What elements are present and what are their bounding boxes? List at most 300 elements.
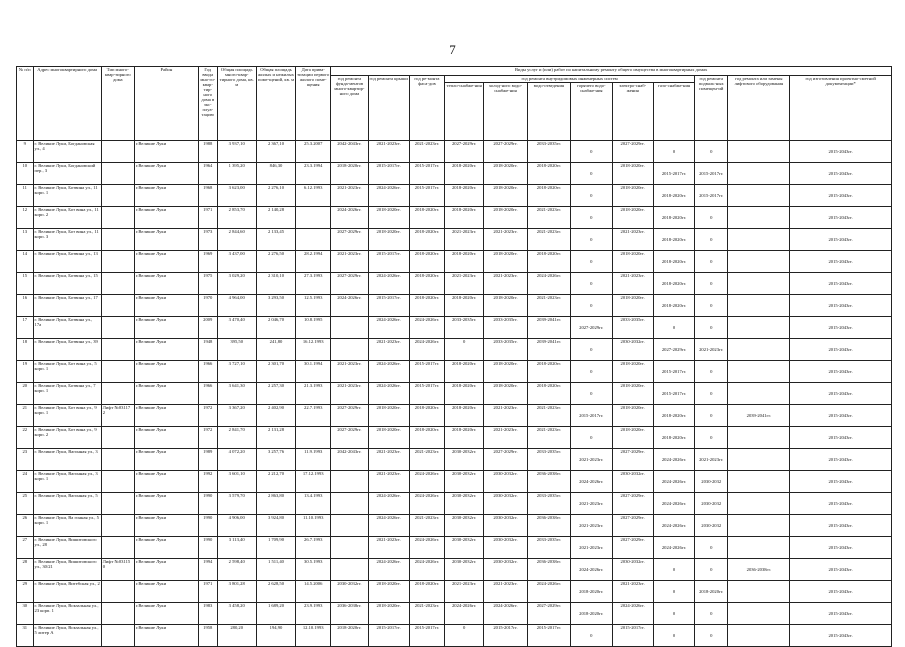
hot-water-year: 0 xyxy=(571,339,612,361)
col-area-living-header: Общая площадь жилых и нежилых поме-щений, кв. м xyxy=(256,67,295,141)
year-built: 1972 xyxy=(198,405,217,427)
house-type xyxy=(101,361,134,383)
district: г.Великие Луки xyxy=(134,295,198,317)
sewer-year: 2018-2020гг. xyxy=(527,361,570,383)
district: г.Великие Луки xyxy=(134,383,198,405)
year-built: 1971 xyxy=(198,207,217,229)
sewer-year: 2024-2026гг. xyxy=(527,581,570,603)
table-row xyxy=(17,361,892,383)
facade-year: 2021-2023гг. xyxy=(409,141,444,163)
col-foundation-header: год ремонта фунда-ментов много-квартир-ного дома xyxy=(331,76,368,141)
row-number: 19 xyxy=(17,361,34,383)
address: г. Великие Луки, Ботвина ул., 11 корп. 1 xyxy=(33,185,101,207)
basement-year: 2030-2032 xyxy=(695,471,728,493)
sewer-year: 2018-2020гг. xyxy=(527,251,570,273)
area-living: 2 367,10 xyxy=(256,141,295,163)
address: г. Великие Луки, Бот вина ул., 11 корп. 3 xyxy=(33,229,101,251)
area-living: 2 628,50 xyxy=(256,581,295,603)
docs-year: 2015-2043гг. xyxy=(790,449,892,471)
docs-year: 2015-2043гг. xyxy=(790,295,892,317)
sewer-year: 2033-2035гг. xyxy=(527,449,570,471)
year-built: 1973 xyxy=(198,229,217,251)
sewer-year: 2036-2038гг. xyxy=(527,515,570,537)
privatization-date: 13.4.1993 xyxy=(296,493,331,515)
table-row xyxy=(17,339,892,361)
basement-year: 0 xyxy=(695,625,728,647)
area-living: 2 276,50 xyxy=(256,251,295,273)
gas-year: 2015-2017гг. xyxy=(653,361,694,383)
house-type xyxy=(101,449,134,471)
heat-year: 2030-2032гг. xyxy=(445,449,484,471)
year-built: 1971 xyxy=(198,581,217,603)
sewer-year: 2039-2041гг. xyxy=(527,317,570,339)
year-built: 1990 xyxy=(198,515,217,537)
house-type xyxy=(101,163,134,185)
district: г.Великие Луки xyxy=(134,625,198,647)
table-row xyxy=(17,273,892,295)
hot-water-year: 0 xyxy=(571,185,612,207)
docs-year: 2015-2043гг. xyxy=(790,317,892,339)
row-number: 16 xyxy=(17,295,34,317)
roof-year: 2015-2017гг. xyxy=(368,295,409,317)
privatization-date: 26.7.1993 xyxy=(296,537,331,559)
docs-year: 2015-2043гг. xyxy=(790,625,892,647)
cold-water-year: 2021-2023гг. xyxy=(484,273,527,295)
address: г. Великие Луки, Вагонная ул., 5 xyxy=(33,493,101,515)
docs-year: 2015-2043гг. xyxy=(790,493,892,515)
docs-year: 2015-2043гг. xyxy=(790,515,892,537)
district: г.Великие Луки xyxy=(134,537,198,559)
privatization-date: 28.2.1994 xyxy=(296,251,331,273)
col-docs-header: год изготовления проектно-сметной документации* xyxy=(790,76,892,141)
house-type xyxy=(101,185,134,207)
district: г.Великие Луки xyxy=(134,581,198,603)
facade-year: 2021-2023гг. xyxy=(409,603,444,625)
sewer-year: 2033-2035гг. xyxy=(527,141,570,163)
basement-year: 0 xyxy=(695,603,728,625)
area-living: 2 863,80 xyxy=(256,493,295,515)
capital-repair-table xyxy=(16,66,892,647)
facade-year: 2018-2020гг. xyxy=(409,229,444,251)
elevator-year xyxy=(728,537,790,559)
elevator-year xyxy=(728,185,790,207)
area-total: 3 937,10 xyxy=(217,141,256,163)
area-living: 241,80 xyxy=(256,339,295,361)
area-living: 2 257,30 xyxy=(256,383,295,405)
address: г. Великие Луки, Ботвина ул., 39 xyxy=(33,339,101,361)
heat-year: 2018-2020гг. xyxy=(445,251,484,273)
roof-year: 2024-2026гг. xyxy=(368,185,409,207)
cold-water-year: 2018-2020гг. xyxy=(484,185,527,207)
sewer-year: 2027-2029гг. xyxy=(527,603,570,625)
col-year-header: Год ввода мно-го-квар-тир-ного дома в экс-плуа-тацию xyxy=(198,67,217,141)
house-type: Лифт №03117 2 xyxy=(101,405,134,427)
gas-year: 0 xyxy=(653,581,694,603)
district: г.Великие Луки xyxy=(134,493,198,515)
house-type: Лифт №03115 0 xyxy=(101,559,134,581)
elevator-year xyxy=(728,141,790,163)
address: г. Великие Луки, Ботвина ул., 17а xyxy=(33,317,101,339)
address: г. Великие Луки, Ботвина ул., 15 xyxy=(33,273,101,295)
heat-year: 2030-2032гг. xyxy=(445,559,484,581)
gas-year: 0 xyxy=(653,317,694,339)
row-number: 9 xyxy=(17,141,34,163)
docs-year: 2015-2043гг. xyxy=(790,405,892,427)
basement-year: 0 xyxy=(695,383,728,405)
heat-year: 0 xyxy=(445,625,484,647)
cold-water-year: 2018-2020гг. xyxy=(484,207,527,229)
elevator-year xyxy=(728,273,790,295)
district: г.Великие Луки xyxy=(134,405,198,427)
page-number: 7 xyxy=(449,42,456,57)
sewer-year: 2033-2035гг. xyxy=(527,537,570,559)
table-row xyxy=(17,493,892,515)
docs-year: 2015-2043гг. xyxy=(790,339,892,361)
sewer-year: 2021-2023гг. xyxy=(527,295,570,317)
sewer-year: 2036-2038гг. xyxy=(527,471,570,493)
house-type xyxy=(101,273,134,295)
roof-year: 2024-2026гг. xyxy=(368,515,409,537)
privatization-date xyxy=(296,207,331,229)
col-heat-header: тепло-снабже-ния xyxy=(445,83,484,141)
hot-water-year: 2021-2023гг. xyxy=(571,449,612,471)
electric-year: 2018-2020гг. xyxy=(612,185,653,207)
address: г. Великие Луки, Вишитовского ул., 30/21 xyxy=(33,559,101,581)
foundation-year xyxy=(331,559,368,581)
area-total: 3 029,20 xyxy=(217,273,256,295)
basement-year: 2030-2032 xyxy=(695,493,728,515)
electric-year: 2030-2032гг. xyxy=(612,339,653,361)
year-built: 1970 xyxy=(198,295,217,317)
table-row xyxy=(17,515,892,537)
year-built: 1948 xyxy=(198,339,217,361)
gas-year: 2024-2026гг. xyxy=(653,515,694,537)
heat-year: 2021-2023гг. xyxy=(445,229,484,251)
gas-year: 2027-2029гг. xyxy=(653,339,694,361)
district: г.Великие Луки xyxy=(134,603,198,625)
electric-year: 2033-2035гг. xyxy=(612,317,653,339)
basement-year: 0 xyxy=(695,405,728,427)
cold-water-year: 2027-2029гг. xyxy=(484,449,527,471)
year-built: 1988 xyxy=(198,141,217,163)
table-row xyxy=(17,141,892,163)
cold-water-year: 2033-2035гг. xyxy=(484,339,527,361)
address: г. Великие Луки, Ва гонная ул., 5 корп. 1 xyxy=(33,515,101,537)
year-built: 1968 xyxy=(198,185,217,207)
roof-year: 2024-2026гг. xyxy=(368,317,409,339)
hot-water-year: 2015-2017гг. xyxy=(571,405,612,427)
district: г.Великие Луки xyxy=(134,361,198,383)
col-address-header: Адрес многоквартирного дома xyxy=(33,67,101,141)
gas-year: 2015-2017гг. xyxy=(653,163,694,185)
area-total: 3 623,00 xyxy=(217,185,256,207)
heat-year: 2018-2020гг. xyxy=(445,383,484,405)
gas-year: 2024-2026гг. xyxy=(653,449,694,471)
area-total: 1 395,20 xyxy=(217,163,256,185)
cold-water-year: 2018-2020гг. xyxy=(484,295,527,317)
cold-water-year: 2018-2020гг. xyxy=(484,163,527,185)
house-type xyxy=(101,207,134,229)
foundation-year: 2027-2029гг. xyxy=(331,405,368,427)
sewer-year: 2018-2020гг. xyxy=(527,185,570,207)
foundation-year: 2027-2029гг. xyxy=(331,229,368,251)
district: г.Великие Луки xyxy=(134,141,198,163)
row-number: 24 xyxy=(17,471,34,493)
address: г. Великие Луки, Бот вина ул., 11 корп. 2 xyxy=(33,207,101,229)
heat-year: 2018-2020гг. xyxy=(445,163,484,185)
hot-water-year: 0 xyxy=(571,251,612,273)
electric-year: 2021-2023гг. xyxy=(612,273,653,295)
year-built: 2009 xyxy=(198,317,217,339)
privatization-date: 12.5.1993 xyxy=(296,295,331,317)
gas-year: 2024-2026гг. xyxy=(653,493,694,515)
district: г.Великие Луки xyxy=(134,229,198,251)
address: г. Великие Луки, Бот вина ул., 9 корп. 1 xyxy=(33,405,101,427)
basement-year: 2015-2017гг. xyxy=(695,163,728,185)
foundation-year xyxy=(331,537,368,559)
area-living: 1 689,20 xyxy=(256,603,295,625)
year-built: 1964 xyxy=(198,163,217,185)
privatization-date: 6.12.1993 xyxy=(296,185,331,207)
row-number: 11 xyxy=(17,185,34,207)
docs-year: 2015-2043гг. xyxy=(790,559,892,581)
elevator-year xyxy=(728,493,790,515)
col-no-header: № п/п xyxy=(17,67,34,141)
docs-year: 2015-2043гг. xyxy=(790,603,892,625)
roof-year: 2021-2023гг. xyxy=(368,471,409,493)
roof-year: 2018-2020гг. xyxy=(368,229,409,251)
row-number: 20 xyxy=(17,383,34,405)
hot-water-year: 2021-2023гг. xyxy=(571,493,612,515)
district: г.Великие Луки xyxy=(134,207,198,229)
elevator-year xyxy=(728,515,790,537)
gas-year: 2018-2020гг. xyxy=(653,207,694,229)
cold-water-year: 2015-2017гг. xyxy=(484,625,527,647)
roof-year: 2018-2020гг. xyxy=(368,405,409,427)
district: г.Великие Луки xyxy=(134,471,198,493)
house-type xyxy=(101,295,134,317)
facade-year: 2024-2026гг. xyxy=(409,471,444,493)
house-type xyxy=(101,603,134,625)
house-type xyxy=(101,339,134,361)
hot-water-year: 2027-2029гг. xyxy=(571,317,612,339)
basement-year: 0 xyxy=(695,141,728,163)
area-living: 1 511,40 xyxy=(256,559,295,581)
cold-water-year: 2018-2020гг. xyxy=(484,383,527,405)
table-row xyxy=(17,449,892,471)
roof-year: 2024-2026гг. xyxy=(368,361,409,383)
address: г. Великие Луки, Витебская ул., 2 xyxy=(33,581,101,603)
row-number: 28 xyxy=(17,559,34,581)
col-type-header: Тип много-квар-тирного дома xyxy=(101,67,134,141)
basement-year: 2015-2017гг. xyxy=(695,185,728,207)
col-roof-header: год ремонта крыши xyxy=(368,76,409,141)
row-number: 29 xyxy=(17,581,34,603)
elevator-year: 2036-2038гг. xyxy=(728,559,790,581)
hot-water-year: 0 xyxy=(571,207,612,229)
address: г. Великие Луки, Бот вина ул., 9 корп. 2 xyxy=(33,427,101,449)
cold-water-year: 2018-2020гг. xyxy=(484,251,527,273)
facade-year: 2018-2020гг. xyxy=(409,581,444,603)
area-total: 2 844,60 xyxy=(217,229,256,251)
area-living: 194,90 xyxy=(256,625,295,647)
electric-year: 2030-2032гг. xyxy=(612,559,653,581)
area-living: 2 276,10 xyxy=(256,185,295,207)
roof-year: 2018-2020гг. xyxy=(368,603,409,625)
area-total: 4 906,00 xyxy=(217,515,256,537)
basement-year: 0 xyxy=(695,207,728,229)
electric-year: 2027-2029гг. xyxy=(612,449,653,471)
area-total: 3 601,10 xyxy=(217,471,256,493)
year-built: 1975 xyxy=(198,273,217,295)
hot-water-year: 0 xyxy=(571,141,612,163)
electric-year: 2021-2023гг. xyxy=(612,581,653,603)
privatization-date: 23.3.1994 xyxy=(296,163,331,185)
foundation-year: 2042-2043гг. xyxy=(331,141,368,163)
area-total: 4 964,00 xyxy=(217,295,256,317)
roof-year: 2021-2023гг. xyxy=(368,449,409,471)
heat-year: 2030-2032гг. xyxy=(445,493,484,515)
area-total: 2 598,40 xyxy=(217,559,256,581)
basement-year: 0 xyxy=(695,273,728,295)
district: г.Великие Луки xyxy=(134,185,198,207)
house-type xyxy=(101,581,134,603)
row-number: 21 xyxy=(17,405,34,427)
cold-water-year: 2033-2035гг. xyxy=(484,317,527,339)
foundation-year: 2021-2023гг. xyxy=(331,383,368,405)
facade-year: 2024-2026гг. xyxy=(409,559,444,581)
gas-year: 2018-2020гг. xyxy=(653,251,694,273)
address: г. Великие Луки, Вишитовского ул., 28 xyxy=(33,537,101,559)
area-total: 395,50 xyxy=(217,339,256,361)
year-built: 1994 xyxy=(198,559,217,581)
row-number: 27 xyxy=(17,537,34,559)
address: г. Великие Луки, Богдановская ул., 4 xyxy=(33,141,101,163)
area-living: 2 402,90 xyxy=(256,405,295,427)
docs-year: 2015-2043гг. xyxy=(790,207,892,229)
basement-year: 0 xyxy=(695,317,728,339)
facade-year: 2015-2017гг. xyxy=(409,163,444,185)
privatization-date: 30.1.1994 xyxy=(296,361,331,383)
facade-year: 2015-2017гг. xyxy=(409,625,444,647)
year-built: 1983 xyxy=(198,603,217,625)
basement-year: 0 xyxy=(695,295,728,317)
docs-year: 2015-2043гг. xyxy=(790,581,892,603)
facade-year: 2024-2026гг. xyxy=(409,317,444,339)
col-hot-header: горячего водо-снабже-ния xyxy=(571,83,612,141)
district: г.Великие Луки xyxy=(134,515,198,537)
hot-water-year: 2018-2020гг. xyxy=(571,603,612,625)
area-total: 2 853,70 xyxy=(217,207,256,229)
gas-year: 2024-2026гг. xyxy=(653,471,694,493)
hot-water-year: 0 xyxy=(571,295,612,317)
gas-year: 2018-2020гг. xyxy=(653,427,694,449)
electric-year: 2018-2020гг. xyxy=(612,295,653,317)
hot-water-year: 0 xyxy=(571,625,612,647)
cold-water-year: 2030-2032гг. xyxy=(484,493,527,515)
sewer-year: 2018-2020гг. xyxy=(527,163,570,185)
hot-water-year: 2021-2023гг. xyxy=(571,537,612,559)
gas-year: 2015-2017гг. xyxy=(653,383,694,405)
gas-year: 2018-2020гг. xyxy=(653,405,694,427)
district: г.Великие Луки xyxy=(134,339,198,361)
sewer-year: 2021-2023гг. xyxy=(527,405,570,427)
row-number: 13 xyxy=(17,229,34,251)
elevator-year xyxy=(728,427,790,449)
elevator-year: 2039-2041гг. xyxy=(728,405,790,427)
sewer-year: 2021-2023гг. xyxy=(527,207,570,229)
electric-year: 2018-2020гг. xyxy=(612,207,653,229)
table-row xyxy=(17,383,892,405)
cold-water-year: 2021-2023гг. xyxy=(484,229,527,251)
electric-year: 2030-2032гг. xyxy=(612,471,653,493)
heat-year: 2027-2029гг. xyxy=(445,141,484,163)
area-living: 3 924,80 xyxy=(256,515,295,537)
basement-year: 0 xyxy=(695,361,728,383)
col-facade-header: год ре-монта фаса-дов xyxy=(409,76,444,141)
facade-year: 2018-2020гг. xyxy=(409,405,444,427)
cold-water-year: 2030-2032гг. xyxy=(484,471,527,493)
cold-water-year: 2021-2023гг. xyxy=(484,405,527,427)
area-living: 1 709,90 xyxy=(256,537,295,559)
facade-year: 2015-2017гг. xyxy=(409,361,444,383)
year-built: 1990 xyxy=(198,537,217,559)
privatization-date: 17.12.1993 xyxy=(296,471,331,493)
electric-year: 2027-2029гг. xyxy=(612,493,653,515)
address: г. Великие Луки, Ботвина ул., 17 xyxy=(33,295,101,317)
address: г. Великие Луки, Вокзальная ул., 5 литер А xyxy=(33,625,101,647)
electric-year: 2018-2020гг. xyxy=(612,383,653,405)
roof-year: 2018-2020гг. xyxy=(368,581,409,603)
col-sewer-header: водо-отведения xyxy=(527,83,570,141)
cold-water-year: 2030-2032гг. xyxy=(484,537,527,559)
electric-year: 2018-2020гг. xyxy=(612,361,653,383)
foundation-year xyxy=(331,339,368,361)
area-living: 3 293,50 xyxy=(256,295,295,317)
roof-year: 2021-2023гг. xyxy=(368,537,409,559)
gas-year: 0 xyxy=(653,141,694,163)
table-row xyxy=(17,625,892,647)
hot-water-year: 0 xyxy=(571,163,612,185)
heat-year: 2030-2032гг. xyxy=(445,537,484,559)
hot-water-year: 0 xyxy=(571,229,612,251)
privatization-date: 22.7.1993 xyxy=(296,405,331,427)
basement-year: 2021-2023гг. xyxy=(695,449,728,471)
roof-year: 2018-2020гг. xyxy=(368,427,409,449)
facade-year: 2021-2023гг. xyxy=(409,449,444,471)
electric-year: 2027-2029гг. xyxy=(612,537,653,559)
year-built: 1969 xyxy=(198,251,217,273)
docs-year: 2015-2043гг. xyxy=(790,141,892,163)
facade-year: 2024-2026гг. xyxy=(409,537,444,559)
district: г.Великие Луки xyxy=(134,317,198,339)
privatization-date: 25.3.2007 xyxy=(296,141,331,163)
hot-water-year: 2021-2023гг. xyxy=(571,515,612,537)
docs-year: 2015-2043гг. xyxy=(790,229,892,251)
electric-year: 2021-2023гг. xyxy=(612,229,653,251)
heat-year: 2033-2035гг. xyxy=(445,317,484,339)
address: г. Великие Луки, Бот вина ул., 5 корп. 1 xyxy=(33,361,101,383)
heat-year: 2018-2020гг. xyxy=(445,185,484,207)
address: г. Великие Луки, Ботвина ул., 7 корп. 1 xyxy=(33,383,101,405)
roof-year: 2024-2026гг. xyxy=(368,383,409,405)
col-district-header: Район xyxy=(134,67,198,141)
electric-year: 2018-2020гг. xyxy=(612,405,653,427)
docs-year: 2015-2043гг. xyxy=(790,537,892,559)
foundation-year: 2018-2020гг. xyxy=(331,625,368,647)
elevator-year xyxy=(728,295,790,317)
cold-water-year: 2027-2029гг. xyxy=(484,141,527,163)
